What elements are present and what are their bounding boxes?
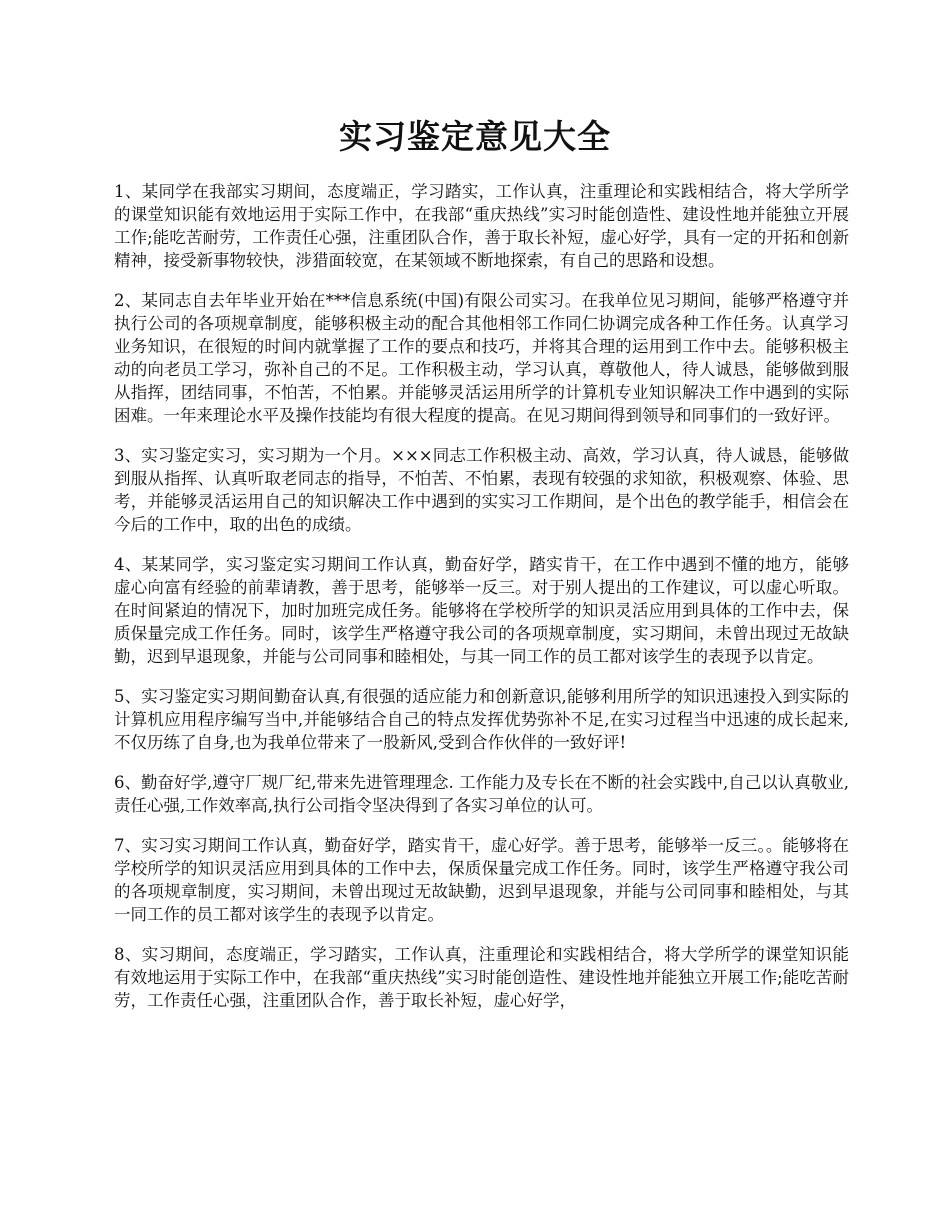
- paragraph-1: 1、某同学在我部实习期间，态度端正，学习踏实，工作认真，注重理论和实践相结合，将大学所学的课堂知识能有效地运用于实际工作中，在我部“重庆热线”实习时能创造性、建设性地并能独立开展工作;能吃苦耐劳，工作责任心强，注重团队合作，善于取长补短，虚心好学，具有一定的开拓和创新精神，接受新事物较快，涉猎面较宽，在某领域不断地探索，有自己的思路和设想。: [114, 182, 849, 270]
- paragraph-2: 2、某同志自去年毕业开始在***信息系统(中国)有限公司实习。在我单位见习期间，能够严格遵守并执行公司的各项规章制度，能够积极主动的配合其他相邻工作同仁协调完成各种工作任务。认真学习业务知识，在很短的时间内就掌握了工作的要点和技巧，并将其合理的运用到工作中去。能够积极主动的向老员工学习，弥补自己的不足。工作积极主动，学习认真，尊敬他人，待人诚恳，能够做到服从指挥，团结同事，不怕苦，不怕累。并能够灵活运用所学的计算机专业知识解决工作中遇到的实际困难。一年来理论水平及操作技能均有很大程度的提高。在见习期间得到领导和同事们的一致好评。: [114, 291, 849, 425]
- paragraph-6: 6、勤奋好学,遵守厂规厂纪,带来先进管理理念. 工作能力及专长在不断的社会实践中,自己以认真敬业,责任心强,工作效率高,执行公司指令坚决得到了各实习单位的认可。: [114, 773, 849, 815]
- document-body: [114, 180, 849, 1029]
- document-title: 实习鉴定意见大全: [339, 117, 611, 156]
- paragraph-5: 5、实习鉴定实习期间勤奋认真,有很强的适应能力和创新意识,能够利用所学的知识迅速投入到实际的计算机应用程序编写当中,并能够结合自己的特点发挥优势弥补不足,在实习过程当中迅速的成长起来,不仅历练了自身,也为我单位带来了一股新风,受到合作伙伴的一致好评!: [114, 687, 849, 752]
- paragraph-7: 7、实习实习期间工作认真，勤奋好学，踏实肯干，虚心好学。善于思考，能够举一反三。。能够将在学校所学的知识灵活应用到具体的工作中去，保质保量完成工作任务。同时，该学生严格遵守我公司的各项规章制度，实习期间，未曾出现过无故缺勤，迟到早退现象，并能与公司同事和睦相处，与其一同工作的员工都对该学生的表现予以肯定。: [114, 836, 849, 924]
- paragraph-4: 4、某某同学，实习鉴定实习期间工作认真，勤奋好学，踏实肯干，在工作中遇到不懂的地方，能够虚心向富有经验的前辈请教，善于思考，能够举一反三。对于别人提出的工作建议，可以虚心听取。在时间紧迫的情况下，加时加班完成任务。能够将在学校所学的知识灵活应用到具体的工作中去，保质保量完成工作任务。同时，该学生严格遵守我公司的各项规章制度，实习期间，未曾出现过无故缺勤，迟到早退现象，并能与公司同事和睦相处，与其一同工作的员工都对该学生的表现予以肯定。: [114, 555, 849, 666]
- paragraph-8: 8、实习期间，态度端正，学习踏实，工作认真，注重理论和实践相结合，将大学所学的课堂知识能有效地运用于实际工作中，在我部“重庆热线”实习时能创造性、建设性地并能独立开展工作;能吃苦耐劳，工作责任心强，注重团队合作，善于取长补短，虚心好学，: [114, 945, 849, 1010]
- paragraph-3: 3、实习鉴定实习，实习期为一个月。×××同志工作积极主动、高效，学习认真，待人诚恳，能够做到服从指挥、认真听取老同志的指导，不怕苦、不怕累，表现有较强的求知欲，积极观察、体验、思考，并能够灵活运用自己的知识解决工作中遇到的实实习工作期间，是个出色的教学能手，相信会在今后的工作中，取的出色的成绩。: [114, 446, 849, 534]
